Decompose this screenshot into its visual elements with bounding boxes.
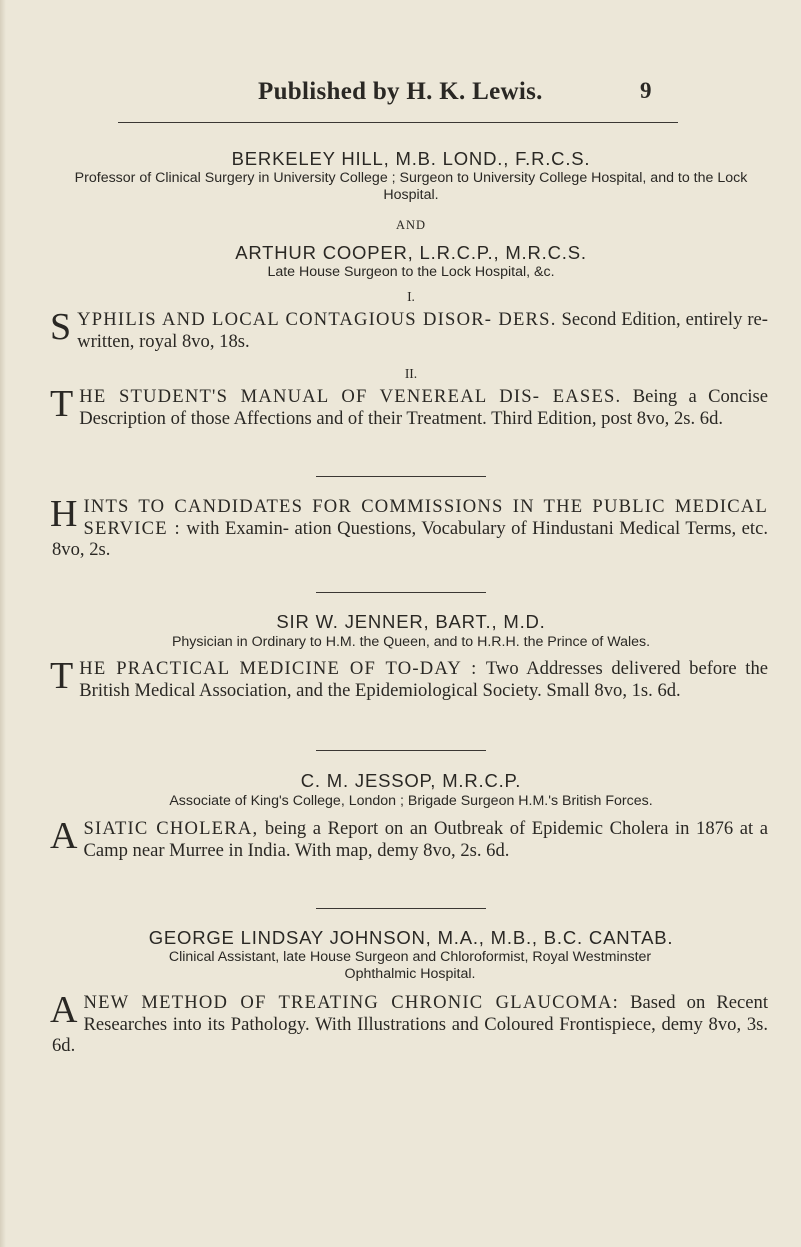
book-entry-syphilis [50,306,768,352]
running-head [0,78,801,110]
book-title: NEW METHOD OF TREATING CHRONIC GLAUCOMA: [83,992,620,1013]
work-numeral-1: I. [407,289,415,304]
author-heading-cooper: ARTHUR COOPER, L.R.C.P., M.R.C.S. [235,242,587,263]
book-entry-cholera [50,815,769,861]
page-gutter-shadow [0,0,6,1247]
author-heading-johnson: GEORGE LINDSAY JOHNSON, M.A., M.B., B.C. CANTAB. [148,927,674,948]
book-entry-hints [50,493,768,561]
book-details: Being a Concise Description of those Affections and of their Treatment. Third Edition, post 8vo, 2s. 6d. [79,386,768,429]
author-description-jessop: Associate of King's College, London ; Brigade Surgeon H.M.'s British Forces. [169,793,653,809]
book-title: INTS TO CANDIDATES FOR COMMISSIONS IN THE PUBLIC MEDICAL SERVICE : [83,496,768,539]
work-numeral-2: II. [404,366,418,381]
drop-capital: H [50,493,78,535]
book-details: Two Addresses delivered before the British Medical Association, and the Epidemiological Society. Small 8vo, 1s. 6d. [79,658,769,701]
book-title: HE PRACTICAL MEDICINE OF TO-DAY : [79,658,478,679]
page-number: 9 [640,78,652,103]
book-details: with Examin- ation Questions, Vocabulary of Hindustani Medical Terms, etc. 8vo, 2s. [52,517,768,560]
book-entry-practical-medicine [50,655,769,701]
section-divider [316,476,486,477]
and-separator: AND [395,218,427,232]
book-details: being a Report on an Outbreak of Epidemic Cholera in 1876 at a Camp near Murree in India. With map, demy 8vo, 2s. 6d. [83,818,769,861]
book-entry-venereal [50,383,768,429]
author-description-johnson: Clinical Assistant, late House Surgeon and Chloroformist, Royal Westminster Ophthalmic Hospital. [168,949,652,982]
author-description-jenner: Physician in Ordinary to H.M. the Queen, and to H.R.H. the Prince of Wales. [171,634,651,650]
drop-capital: T [50,383,74,425]
section-divider [316,908,486,909]
author-heading-hill: BERKELEY HILL, M.B. LOND., F.R.C.S. [231,148,591,169]
header-rule [118,122,678,123]
author-heading-jenner: SIR W. JENNER, BART., M.D. [276,611,546,632]
author-description-hill: Professor of Clinical Surgery in University College ; Surgeon to University College Hospital, and to the Lock Hospital. [74,170,748,203]
book-title: YPHILIS AND LOCAL CONTAGIOUS DISOR- DERS. [77,309,557,330]
book-details: Based on Recent Researches into its Pathology. With Illustrations and Coloured Frontispiece, demy 8vo, 3s. 6d. [52,992,768,1056]
running-title: Published by H. K. Lewis. [258,78,543,105]
author-description-cooper: Late House Surgeon to the Lock Hospital, &c. [267,264,555,280]
section-divider [316,592,486,593]
drop-capital: S [50,306,72,348]
book-title: HE STUDENT'S MANUAL OF VENEREAL DIS- EASES. [79,386,622,407]
book-title: SIATIC CHOLERA, [83,818,259,839]
book-entry-glaucoma [50,989,768,1057]
drop-capital: A [50,815,78,857]
drop-capital: T [50,655,74,697]
section-divider [316,750,486,751]
drop-capital: A [50,989,78,1031]
book-details: Second Edition, entirely re-written, royal 8vo, 18s. [77,309,768,352]
author-heading-jessop: C. M. JESSOP, M.R.C.P. [300,770,522,791]
